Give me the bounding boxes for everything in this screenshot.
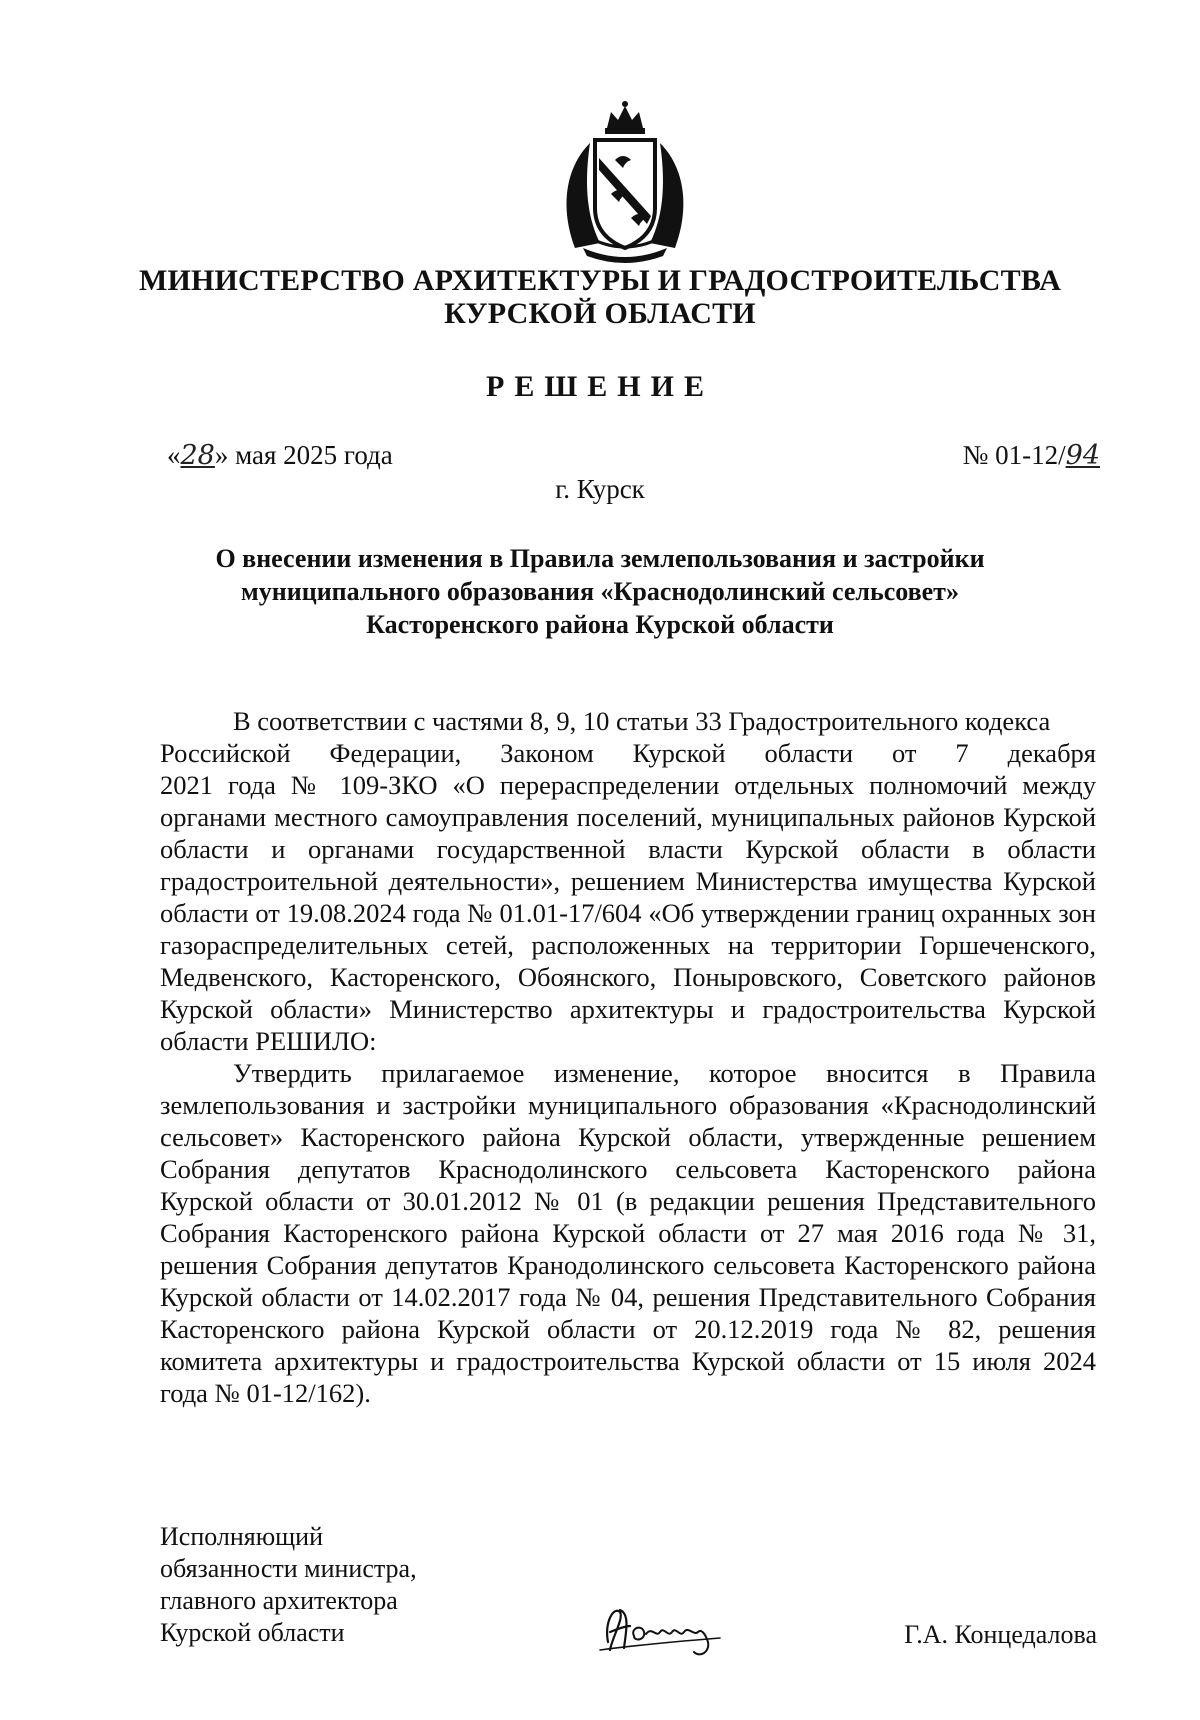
body-line: 2021 года № 109-ЗКО «О перераспределении отдельных полномочий между bbox=[160, 770, 1096, 800]
body-line: области РЕШИЛО: bbox=[160, 1026, 377, 1056]
handwritten-signature-icon bbox=[590, 1592, 740, 1662]
body-line: Медвенского, Касторенского, Обоянского, Поныровского, Советского районов bbox=[160, 962, 1096, 992]
body-line: Российской Федерации, Законом Курской области от 7 декабря bbox=[160, 738, 1096, 768]
document-date bbox=[167, 440, 393, 471]
body-line: Курской области» Министерство архитектуры и градостроительства Курской bbox=[160, 994, 1096, 1024]
body-line: газораспределительных сетей, расположенных на территории Горшеченского, bbox=[160, 930, 1096, 960]
body-line: Утвердить прилагаемое изменение, которое вносится в Правила bbox=[233, 1058, 1096, 1088]
subject-line: Касторенского района Курской области bbox=[366, 610, 834, 639]
body-line: комитета архитектуры и градостроительства Курской области от 15 июля 2024 bbox=[160, 1346, 1096, 1376]
date-day-handwritten: 28 bbox=[180, 440, 215, 471]
signer-position-line: Курской области bbox=[160, 1618, 345, 1647]
body-line: области от 19.08.2024 года № 01.01-17/604 «Об утверждении границ охранных зон bbox=[160, 898, 1096, 928]
subject-line: О внесении изменения в Правила землепользования и застройки bbox=[215, 544, 985, 573]
body-line: градостроительной деятельности», решением Министерства имущества Курской bbox=[160, 866, 1096, 896]
date-open-quote: « bbox=[167, 440, 181, 470]
body-line: Курской области от 14.02.2017 года № 04, решения Представительного Собрания bbox=[160, 1282, 1096, 1312]
body-line: Курской области от 30.01.2012 № 01 (в редакции решения Представительного bbox=[160, 1186, 1096, 1216]
body-line: органами местного самоуправления поселений, муниципальных районов Курской bbox=[160, 802, 1096, 832]
city: г. Курск bbox=[555, 474, 645, 504]
number-prefix: № 01-12/ bbox=[962, 440, 1066, 470]
body-line: В соответствии с частями 8, 9, 10 статьи 33 Градостроительного кодекса bbox=[233, 706, 1051, 736]
body-line: сельсовет» Касторенского района Курской области, утвержденные решением bbox=[160, 1122, 1096, 1152]
coat-of-arms-icon bbox=[555, 98, 695, 263]
signer-position-line: главного архитектора bbox=[160, 1586, 398, 1615]
body-line: области и органами государственной власти Курской области в области bbox=[160, 834, 1096, 864]
body-line: Собрания депутатов Краснодолинского сельсовета Касторенского района bbox=[160, 1154, 1096, 1184]
body-line: решения Собрания депутатов Кранодолинского сельсовета Касторенского района bbox=[160, 1250, 1096, 1280]
subject-line: муниципального образования «Краснодолинский сельсовет» bbox=[241, 577, 959, 606]
number-handwritten: 94 bbox=[1065, 440, 1100, 471]
signer-name: Г.А. Концедалова bbox=[904, 1620, 1097, 1649]
signer-position-line: Исполняющий bbox=[160, 1522, 324, 1551]
ministry-title-line1: МИНИСТЕРСТВО АРХИТЕКТУРЫ И ГРАДОСТРОИТЕЛЬСТВА bbox=[138, 264, 1062, 297]
body-line: землепользования и застройки муниципального образования «Краснодолинский bbox=[160, 1090, 1096, 1120]
body-line: Касторенского района Курской области от 20.12.2019 года № 82, решения bbox=[160, 1314, 1096, 1344]
signer-position-line: обязанности министра, bbox=[160, 1554, 417, 1583]
date-rest: » мая 2025 года bbox=[214, 440, 393, 470]
ministry-title-line2: КУРСКОЙ ОБЛАСТИ bbox=[444, 297, 756, 330]
document-type: РЕШЕНИЕ bbox=[486, 370, 714, 403]
body-line: года № 01-12/162). bbox=[160, 1378, 371, 1408]
document-number bbox=[963, 440, 1100, 471]
body-line: Собрания Касторенского района Курской области от 27 мая 2016 года № 31, bbox=[160, 1218, 1096, 1248]
